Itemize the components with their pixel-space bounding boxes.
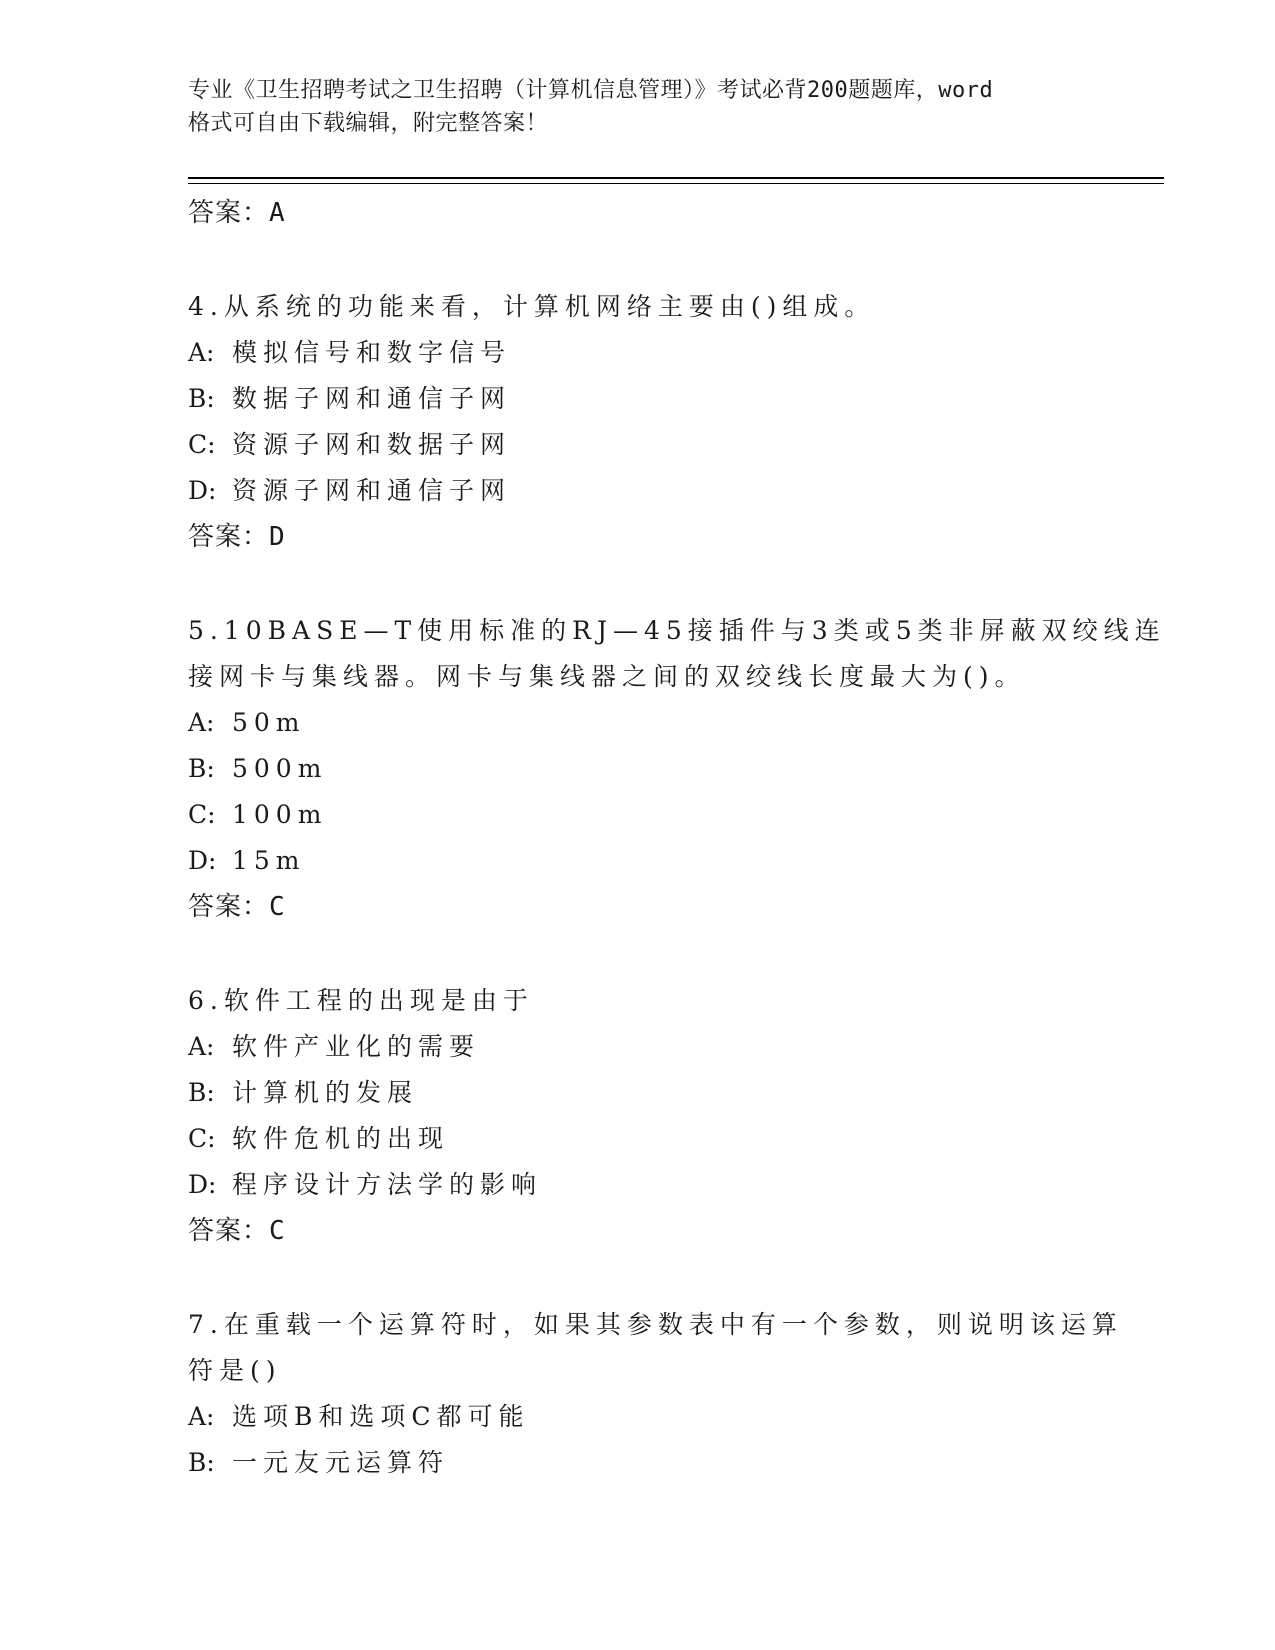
option-text: 15m bbox=[232, 846, 306, 875]
document-header bbox=[188, 74, 1148, 140]
question-text: 6.软件工程的出现是由于 bbox=[188, 986, 534, 1015]
option-text: 程序设计方法学的影响 bbox=[232, 1170, 543, 1199]
option-a bbox=[188, 700, 1168, 746]
option-b bbox=[188, 1070, 1168, 1116]
option-text: 资源子网和数据子网 bbox=[232, 430, 512, 459]
option-text: 资源子网和通信子网 bbox=[232, 476, 512, 505]
question-text-cont: 符是() bbox=[188, 1356, 282, 1385]
option-text: 500m bbox=[232, 754, 328, 783]
option-key: A: bbox=[188, 1032, 215, 1061]
option-a bbox=[188, 1024, 1168, 1070]
option-text: 数据子网和通信子网 bbox=[232, 384, 512, 413]
option-key: D: bbox=[188, 476, 217, 505]
option-key: B: bbox=[188, 754, 215, 783]
question-block bbox=[188, 608, 1168, 930]
question-text: 4.从系统的功能来看，计算机网络主要由()组成。 bbox=[188, 292, 876, 321]
option-key: D: bbox=[188, 846, 217, 875]
option-key: B: bbox=[188, 384, 215, 413]
option-d bbox=[188, 1162, 1168, 1208]
question-block bbox=[188, 978, 1168, 1254]
question-text: 7.在重载一个运算符时，如果其参数表中有一个参数，则说明该运算 bbox=[188, 1310, 1123, 1339]
option-text: 50m bbox=[232, 708, 306, 737]
option-key: B: bbox=[188, 1078, 215, 1107]
option-key: A: bbox=[188, 708, 215, 737]
question-block bbox=[188, 284, 1168, 560]
option-key: C: bbox=[188, 800, 216, 829]
option-b bbox=[188, 1440, 1168, 1486]
option-d bbox=[188, 468, 1168, 514]
option-c bbox=[188, 1116, 1168, 1162]
header-rule-thin bbox=[188, 183, 1164, 184]
question-text: 5.10BASE—T使用标准的RJ—45接插件与3类或5类非屏蔽双绞线连 bbox=[188, 616, 1166, 645]
option-d bbox=[188, 838, 1168, 884]
option-a bbox=[188, 1394, 1168, 1440]
option-key: B: bbox=[188, 1448, 215, 1477]
header-rule-thick bbox=[188, 177, 1164, 179]
option-b bbox=[188, 376, 1168, 422]
question-block bbox=[188, 1302, 1168, 1486]
option-b bbox=[188, 746, 1168, 792]
option-key: A: bbox=[188, 1402, 215, 1431]
option-text: 软件产业化的需要 bbox=[232, 1032, 481, 1061]
question-list bbox=[188, 190, 1168, 1486]
option-c bbox=[188, 792, 1168, 838]
answer-line: 答案：D bbox=[188, 522, 286, 552]
option-key: C: bbox=[188, 1124, 216, 1153]
option-c bbox=[188, 422, 1168, 468]
answer-line: 答案：A bbox=[188, 198, 286, 228]
header-line-2: 格式可自由下载编辑，附完整答案！ bbox=[188, 111, 549, 136]
question-text-cont: 接网卡与集线器。网卡与集线器之间的双绞线长度最大为()。 bbox=[188, 662, 1026, 691]
option-text: 计算机的发展 bbox=[232, 1078, 419, 1107]
option-text: 选项B和选项C都可能 bbox=[232, 1402, 530, 1431]
option-a bbox=[188, 330, 1168, 376]
option-text: 一元友元运算符 bbox=[232, 1448, 450, 1477]
option-key: D: bbox=[188, 1170, 217, 1199]
option-key: A: bbox=[188, 338, 215, 367]
option-text: 模拟信号和数字信号 bbox=[232, 338, 512, 367]
option-key: C: bbox=[188, 430, 216, 459]
header-line-1: 专业《卫生招聘考试之卫生招聘（计算机信息管理）》考试必背200题题库，word bbox=[188, 78, 994, 103]
option-text: 100m bbox=[232, 800, 328, 829]
answer-line: 答案：C bbox=[188, 892, 286, 922]
answer-line: 答案：C bbox=[188, 1216, 286, 1246]
option-text: 软件危机的出现 bbox=[232, 1124, 450, 1153]
